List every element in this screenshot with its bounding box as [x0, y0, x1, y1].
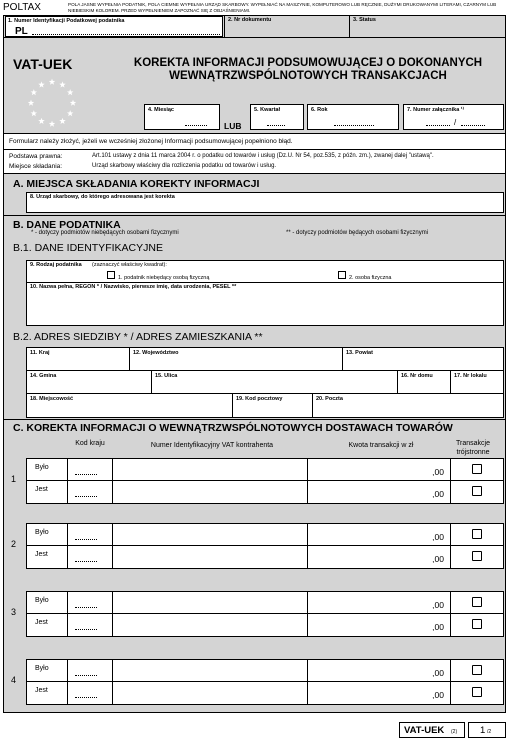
correction-row-before — [26, 659, 504, 682]
commune-field[interactable] — [27, 371, 151, 393]
legal-basis-text: Art.101 ustawy z dnia 11 marca 2004 r. o podatku od towarów i usług (Dz.U. Nr 54, poz.535, z późn. zm.), zwanej dalej "ustawą". — [92, 153, 434, 159]
country-code-input[interactable] — [67, 546, 112, 568]
title-block — [3, 38, 506, 134]
doc-number-label: 2. Nr dokumentu — [228, 17, 272, 23]
amount-decimal-suffix: ,00 — [432, 489, 444, 499]
street-label: 15. Ulica — [155, 373, 178, 379]
eu-star-icon — [49, 79, 55, 85]
country-label: 11. Kraj — [30, 350, 50, 356]
triangular-cell — [450, 546, 504, 568]
street-field[interactable] — [151, 371, 397, 393]
apartment-number-label: 17. Nr lokalu — [454, 373, 487, 379]
year-field[interactable] — [307, 104, 399, 130]
country-code-entry-line — [75, 561, 97, 562]
form-title-line2: WEWNĄTRZWSPÓLNOTOWYCH TRANSAKCJACH — [169, 70, 447, 82]
vat-number-input[interactable] — [112, 592, 307, 613]
taxpayer-type-option2-checkbox[interactable] — [338, 271, 346, 279]
info-note: Formularz należy złożyć, jeżeli we wcześniej złożonej Informacji podsumowującej popełniono błąd. — [9, 138, 293, 145]
district-field[interactable] — [342, 348, 504, 370]
month-entry-line — [185, 125, 207, 126]
triangular-cell — [450, 614, 504, 636]
nip-field[interactable] — [5, 16, 223, 37]
correction-row-before — [26, 523, 504, 546]
country-code-entry-line — [75, 675, 97, 676]
amount-input[interactable] — [307, 592, 450, 613]
vat-number-input[interactable] — [112, 682, 307, 704]
month-field[interactable] — [144, 104, 220, 130]
vat-number-input[interactable] — [112, 524, 307, 545]
triangular-cell — [450, 524, 504, 545]
country-code-entry-line — [75, 629, 97, 630]
eu-star-icon — [67, 110, 73, 116]
nip-prefix: PL — [15, 26, 28, 37]
tax-office-label: 8. Urząd skarbowy, do którego adresowana jest korekta — [30, 194, 175, 200]
country-code-input[interactable] — [67, 660, 112, 681]
vat-number-input[interactable] — [112, 546, 307, 568]
section-b-note-right: ** - dotyczy podmiotów będących osobami fizycznymi — [286, 230, 429, 236]
triangular-transaction-checkbox[interactable] — [472, 486, 482, 496]
house-number-field[interactable] — [397, 371, 450, 393]
vat-number-input[interactable] — [112, 481, 307, 503]
correction-row-before — [26, 591, 504, 614]
taxpayer-type-option2-label: 2. osoba fizyczna — [349, 275, 392, 281]
country-code-input[interactable] — [67, 682, 112, 704]
amount-decimal-suffix: ,00 — [432, 622, 444, 632]
vat-number-input[interactable] — [112, 459, 307, 480]
eu-star-icon — [28, 100, 34, 106]
taxpayer-type-label: 9. Rodzaj podatnika — [30, 262, 82, 268]
year-label: 6. Rok — [311, 107, 328, 113]
address-grid — [26, 347, 504, 418]
section-b — [3, 216, 506, 420]
taxpayer-type-option1-label: 1. podatnik niebędący osobą fizyczną — [118, 275, 210, 281]
group-number: 3 — [11, 607, 17, 617]
country-code-entry-line — [75, 539, 97, 540]
or-label: LUB — [224, 121, 242, 131]
triangular-transaction-checkbox[interactable] — [472, 597, 482, 607]
eu-star-icon — [67, 89, 73, 95]
amount-decimal-suffix: ,00 — [432, 554, 444, 564]
postal-code-label: 19. Kod pocztowy — [236, 396, 283, 402]
city-label: 18. Miejscowość — [30, 396, 74, 402]
triangular-transaction-checkbox[interactable] — [472, 687, 482, 697]
country-code-input[interactable] — [67, 459, 112, 480]
attachment-number-field[interactable] — [403, 104, 504, 130]
col-header-triangular: Transakcje trójstronne — [456, 440, 490, 456]
country-code-entry-line — [75, 496, 97, 497]
quarter-field[interactable] — [250, 104, 304, 130]
section-c-title: C. KOREKTA INFORMACJI O WEWNĄTRZWSPÓLNOTOWYCH DOSTAWACH TOWARÓW — [13, 422, 453, 434]
vat-number-input[interactable] — [112, 614, 307, 636]
amount-decimal-suffix: ,00 — [432, 600, 444, 610]
eu-star-icon — [38, 81, 44, 87]
amount-decimal-suffix: ,00 — [432, 467, 444, 477]
country-code-input[interactable] — [67, 592, 112, 613]
post-office-label: 20. Poczta — [316, 396, 343, 402]
voivodeship-label: 12. Województwo — [133, 350, 179, 356]
triangular-cell — [450, 592, 504, 613]
eu-star-icon — [31, 110, 37, 116]
quarter-entry-line — [267, 125, 285, 126]
triangular-transaction-checkbox[interactable] — [472, 464, 482, 474]
house-number-label: 16. Nr domu — [401, 373, 433, 379]
commune-label: 14. Gmina — [30, 373, 57, 379]
row-before-label: Było — [35, 529, 49, 536]
form-notice: POLA JASNE WYPEŁNIA PODATNIK, POLA CIEMNE WYPEŁNIA URZĄD SKARBOWY. WYPEŁNIAĆ NA MASZYNIE, KOMPUTEROWO LUB RĘCZNIE, DUŻYMI DRUKOWANYMI LITERAMI, CZARNYM LUB NIEBIESKIM KOLOREM. PRZED WYPEŁNIENIEM ZAPOZNAĆ SIĘ Z OBJAŚNIENIAMI. — [68, 2, 497, 13]
correction-row-after — [26, 481, 504, 504]
attachment-entry-line-right — [461, 125, 485, 126]
triangular-cell — [450, 459, 504, 480]
form-code: VAT-UEK — [13, 56, 73, 72]
triangular-cell — [450, 682, 504, 704]
section-b-note-left: * - dotyczy podmiotów niebędących osobami fizycznymi — [31, 230, 179, 236]
form-brand: POLTAX — [3, 2, 41, 13]
col-header-code: Kod kraju — [75, 440, 105, 447]
taxpayer-type-field — [26, 260, 504, 283]
month-label: 4. Miesiąc — [148, 107, 174, 113]
row-before-label: Było — [35, 665, 49, 672]
section-b1-title: B.1. DANE IDENTYFIKACYJNE — [13, 242, 163, 254]
amount-decimal-suffix: ,00 — [432, 668, 444, 678]
taxpayer-type-hint: (zaznaczyć właściwy kwadrat): — [92, 262, 167, 268]
footer-page-total: /2 — [487, 729, 492, 735]
attachment-number-label: 7. Numer załącznika ¹⁾ — [407, 107, 464, 113]
legal-basis-label: Podstawa prawna: — [9, 153, 63, 160]
country-code-input[interactable] — [67, 614, 112, 636]
amount-input[interactable] — [307, 682, 450, 704]
row-after-label: Jest — [35, 619, 48, 626]
doc-number-field — [224, 16, 348, 37]
footer-code-box — [399, 722, 465, 738]
form-title — [120, 57, 496, 83]
correction-row-before — [26, 458, 504, 481]
eu-star-icon — [31, 89, 37, 95]
correction-row-after — [26, 682, 504, 705]
row-before-label: Było — [35, 597, 49, 604]
eu-star-icon — [38, 118, 44, 124]
country-code-entry-line — [75, 474, 97, 475]
eu-star-icon — [70, 100, 76, 106]
section-b-title: B. DANE PODATNIKA — [13, 219, 121, 231]
triangular-transaction-checkbox[interactable] — [472, 665, 482, 675]
year-entry-line — [334, 125, 374, 126]
eu-star-icon — [59, 118, 65, 124]
correction-row-after — [26, 546, 504, 569]
post-office-field[interactable] — [312, 394, 504, 418]
country-code-input[interactable] — [67, 481, 112, 503]
footer-form-version: (2) — [451, 729, 458, 735]
section-a — [3, 174, 506, 216]
amount-decimal-suffix: ,00 — [432, 690, 444, 700]
district-label: 13. Powiat — [346, 350, 373, 356]
triangular-transaction-checkbox[interactable] — [472, 551, 482, 561]
taxpayer-name-label: 10. Nazwa pełna, REGON * / Nazwisko, pierwsze imię, data urodzenia, PESEL ** — [30, 284, 237, 290]
group-number: 4 — [11, 675, 17, 685]
taxpayer-name-field[interactable] — [26, 282, 504, 326]
amount-input[interactable] — [307, 459, 450, 480]
status-label: 3. Status — [353, 17, 376, 23]
place-label: Miejsce składania: — [9, 163, 63, 170]
correction-row-after — [26, 614, 504, 637]
status-field — [349, 16, 505, 37]
attachment-separator: / — [454, 118, 457, 127]
group-number: 1 — [11, 474, 17, 484]
attachment-entry-line-left — [426, 125, 450, 126]
info-divider — [4, 149, 505, 150]
country-field[interactable] — [27, 348, 129, 370]
eu-star-icon — [59, 81, 65, 87]
footer-form-code: VAT-UEK — [404, 725, 445, 736]
eu-stars-emblem — [25, 76, 79, 130]
triangular-transaction-checkbox[interactable] — [472, 619, 482, 629]
taxpayer-type-option1-checkbox[interactable] — [107, 271, 115, 279]
group-number: 2 — [11, 539, 17, 549]
country-code-entry-line — [75, 697, 97, 698]
footer-page-number: 1 — [480, 725, 486, 736]
amount-input[interactable] — [307, 524, 450, 545]
nip-entry-line — [32, 34, 220, 35]
form-title-line1: KOREKTA INFORMACJI PODSUMOWUJĄCEJ O DOKONANYCH — [133, 57, 483, 69]
info-block — [3, 134, 506, 174]
col-header-amount: Kwota transakcji w zł — [348, 442, 414, 449]
voivodeship-field[interactable] — [129, 348, 342, 370]
quarter-label: 5. Kwartał — [254, 107, 280, 113]
tax-office-field[interactable] — [26, 192, 504, 213]
col-header-vat-number: Numer Identyfikacyjny VAT kontrahenta — [150, 442, 274, 449]
country-code-entry-line — [75, 607, 97, 608]
row-after-label: Jest — [35, 687, 48, 694]
row-after-label: Jest — [35, 551, 48, 558]
country-code-input[interactable] — [67, 524, 112, 545]
nip-label: 1. Numer Identyfikacji Podatkowej podatnika — [8, 18, 125, 24]
apartment-number-field[interactable] — [450, 371, 504, 393]
section-a-title: A. MIEJSCA SKŁADANIA KOREKTY INFORMACJI — [13, 178, 260, 190]
amount-input[interactable] — [307, 660, 450, 681]
vat-number-input[interactable] — [112, 660, 307, 681]
amount-input[interactable] — [307, 614, 450, 636]
amount-input[interactable] — [307, 481, 450, 503]
section-c — [3, 420, 506, 713]
city-field[interactable] — [27, 394, 232, 418]
triangular-transaction-checkbox[interactable] — [472, 529, 482, 539]
place-text: Urząd skarbowy właściwy dla rozliczenia podatku od towarów i usług. — [92, 163, 277, 169]
triangular-cell — [450, 481, 504, 503]
row-after-label: Jest — [35, 486, 48, 493]
postal-code-field[interactable] — [232, 394, 312, 418]
row-before-label: Było — [35, 464, 49, 471]
footer-page-box — [468, 722, 506, 738]
section-b2-title: B.2. ADRES SIEDZIBY * / ADRES ZAMIESZKANIA ** — [13, 331, 263, 343]
triangular-cell — [450, 660, 504, 681]
amount-decimal-suffix: ,00 — [432, 532, 444, 542]
eu-star-icon — [49, 121, 55, 127]
amount-input[interactable] — [307, 546, 450, 568]
